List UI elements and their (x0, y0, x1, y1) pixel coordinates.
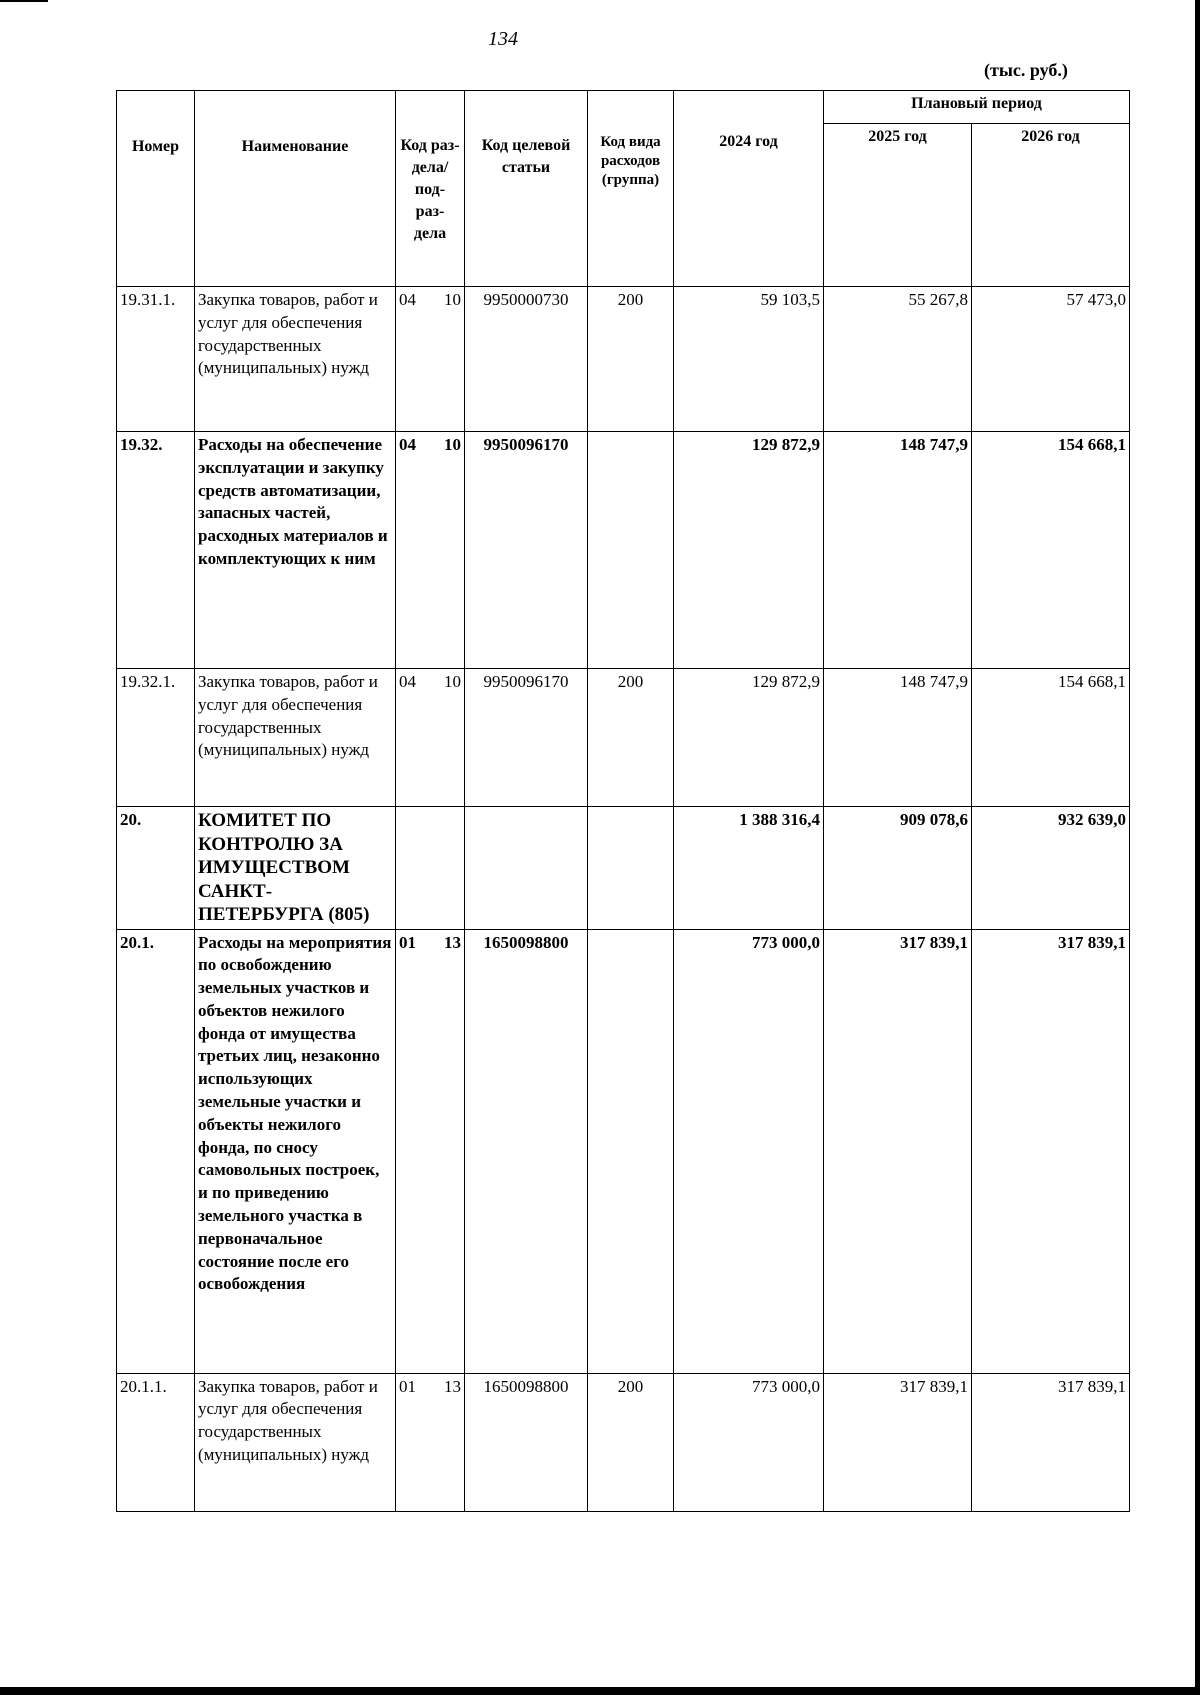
row-subsection: 10 (434, 287, 465, 432)
table-row (117, 1373, 1130, 1511)
row-amount-2025: 317 839,1 (824, 1373, 972, 1511)
header-year-2025: 2025 год (824, 124, 972, 287)
header-year-2024: 2024 год (674, 91, 824, 287)
row-name: Закупка товаров, работ и услуг для обеспечения государственных (муниципальных) нужд (195, 287, 396, 432)
table-row (117, 287, 1130, 432)
scan-edge-top (0, 0, 48, 2)
row-section: 04 (396, 287, 434, 432)
row-name: Закупка товаров, работ и услуг для обеспечения государственных (муниципальных) нужд (195, 1373, 396, 1511)
row-amount-2024: 129 872,9 (674, 669, 824, 807)
row-number: 20. (117, 807, 195, 930)
header-number: Номер (117, 91, 195, 287)
row-section: 04 (396, 432, 434, 669)
row-number: 19.31.1. (117, 287, 195, 432)
row-target-code: 1650098800 (465, 929, 588, 1373)
row-target-code: 9950000730 (465, 287, 588, 432)
row-number: 19.32.1. (117, 669, 195, 807)
table-row (117, 669, 1130, 807)
row-amount-2026: 154 668,1 (972, 669, 1130, 807)
header-row-top (117, 91, 1130, 124)
row-subsection: 13 (434, 1373, 465, 1511)
header-target-code: Код целевой статьи (465, 91, 588, 287)
row-expense-type (588, 807, 674, 930)
row-target-code (465, 807, 588, 930)
row-section (396, 807, 434, 930)
row-subsection: 10 (434, 432, 465, 669)
page-number: 134 (488, 28, 518, 50)
row-subsection: 10 (434, 669, 465, 807)
table-row (117, 432, 1130, 669)
row-amount-2026: 932 639,0 (972, 807, 1130, 930)
row-number: 20.1.1. (117, 1373, 195, 1511)
row-amount-2025: 55 267,8 (824, 287, 972, 432)
row-target-code: 1650098800 (465, 1373, 588, 1511)
row-amount-2024: 59 103,5 (674, 287, 824, 432)
row-amount-2026: 317 839,1 (972, 929, 1130, 1373)
row-amount-2024: 1 388 316,4 (674, 807, 824, 930)
header-year-2026: 2026 год (972, 124, 1130, 287)
units-label: (тыс. руб.) (984, 60, 1068, 80)
row-section: 01 (396, 1373, 434, 1511)
row-amount-2024: 773 000,0 (674, 929, 824, 1373)
table-row (117, 929, 1130, 1373)
budget-table (116, 90, 1130, 1512)
row-name: КОМИТЕТ ПО КОНТРОЛЮ ЗА ИМУЩЕСТВОМ САНКТ-ПЕТЕРБУРГА (805) (195, 807, 396, 930)
row-subsection: 13 (434, 929, 465, 1373)
header-name: Наименование (195, 91, 396, 287)
header-section: Код раз- дела/ под- раз- дела (396, 91, 465, 287)
header-planned-period: Плановый период (824, 91, 1130, 124)
row-expense-type (588, 432, 674, 669)
row-amount-2025: 148 747,9 (824, 669, 972, 807)
row-expense-type: 200 (588, 1373, 674, 1511)
row-expense-type: 200 (588, 669, 674, 807)
row-name: Расходы на обеспечение эксплуатации и закупку средств автоматизации, запасных частей, расходных материалов и комплектующих к ним (195, 432, 396, 669)
row-expense-type: 200 (588, 287, 674, 432)
row-amount-2024: 129 872,9 (674, 432, 824, 669)
row-name: Расходы на мероприятия по освобождению земельных участков и объектов нежилого фонда от имущества третьих лиц, незаконно использующих земельные участки и объекты нежилого фонда, по сносу самовольных построек, и по приведению земельного участка в первоначальное состояние после его освобождения (195, 929, 396, 1373)
scan-edge-bottom (0, 1687, 1200, 1695)
table-row (117, 807, 1130, 930)
row-number: 20.1. (117, 929, 195, 1373)
row-amount-2025: 909 078,6 (824, 807, 972, 930)
row-amount-2025: 317 839,1 (824, 929, 972, 1373)
row-amount-2025: 148 747,9 (824, 432, 972, 669)
row-name: Закупка товаров, работ и услуг для обеспечения государственных (муниципальных) нужд (195, 669, 396, 807)
row-amount-2026: 57 473,0 (972, 287, 1130, 432)
header-expense-type: Код вида расходов (группа) (588, 91, 674, 287)
row-expense-type (588, 929, 674, 1373)
row-number: 19.32. (117, 432, 195, 669)
row-amount-2026: 154 668,1 (972, 432, 1130, 669)
row-amount-2026: 317 839,1 (972, 1373, 1130, 1511)
row-section: 01 (396, 929, 434, 1373)
row-section: 04 (396, 669, 434, 807)
row-target-code: 9950096170 (465, 432, 588, 669)
row-subsection (434, 807, 465, 930)
row-target-code: 9950096170 (465, 669, 588, 807)
row-amount-2024: 773 000,0 (674, 1373, 824, 1511)
scan-edge-right (1195, 0, 1200, 1695)
